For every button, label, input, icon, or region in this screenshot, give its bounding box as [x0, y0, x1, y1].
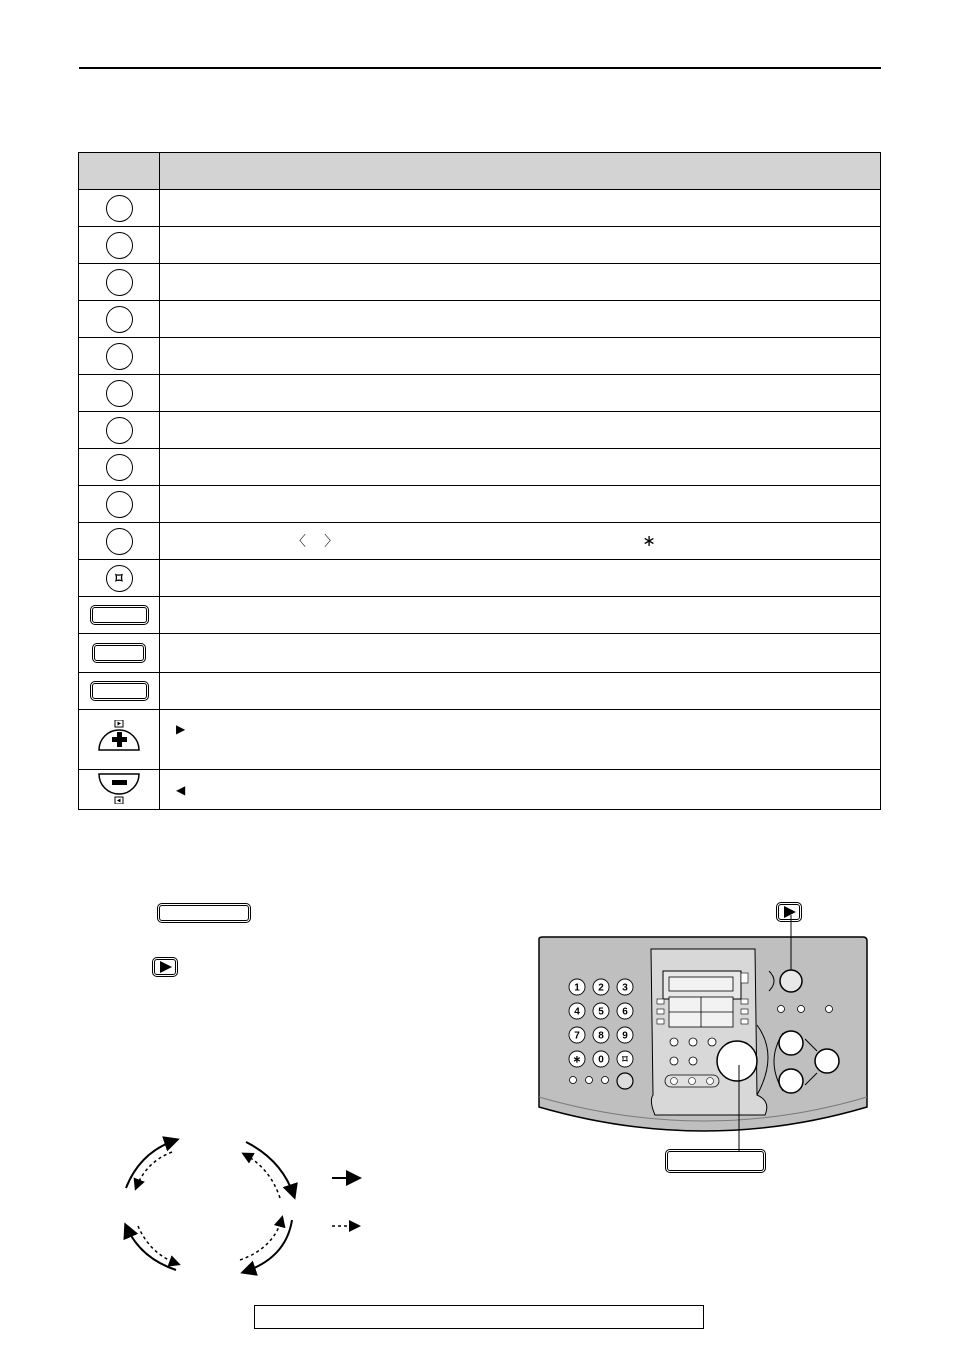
- keypad-key-label: 8: [598, 1030, 604, 1042]
- arrow-dashed: [244, 1154, 280, 1198]
- table-row: [79, 710, 881, 770]
- bracket-open-glyph: 〈: [292, 533, 306, 549]
- table-row: [79, 412, 881, 449]
- keypad-key-label: ∗: [572, 1054, 582, 1066]
- keypad-key-label: 6: [622, 1006, 628, 1018]
- table-row: [79, 560, 881, 597]
- row-description: [160, 634, 881, 673]
- row-description: [160, 301, 881, 338]
- star-glyph: ∗: [642, 533, 656, 550]
- long-key-icon: [94, 645, 144, 661]
- arrow-dashed: [136, 1152, 172, 1188]
- arrow-dashed: [138, 1226, 178, 1264]
- table-header-row: [79, 153, 881, 190]
- play-arrow-glyph: ▶: [176, 722, 186, 736]
- lower-left-buttons: [570, 1077, 609, 1084]
- start-key: [617, 1073, 633, 1089]
- row-description: [160, 449, 881, 486]
- row-description: [160, 560, 881, 597]
- row-description: [160, 412, 881, 449]
- round-key-icon: [106, 195, 133, 222]
- round-key-icon: [106, 232, 133, 259]
- top-rule: [79, 67, 881, 69]
- row-description: [160, 338, 881, 375]
- keypad-key-label: 0: [598, 1054, 604, 1066]
- table-row: [79, 770, 881, 810]
- back-arrow-glyph: ◀: [176, 783, 186, 797]
- play-button-on-panel: [780, 970, 802, 992]
- keypad-key-label: 2: [598, 982, 604, 994]
- keypad-key-label: 5: [598, 1006, 604, 1018]
- right-key-side: [815, 1049, 839, 1073]
- table-row: [79, 264, 881, 301]
- table-row: [79, 523, 881, 560]
- round-key-icon: [106, 306, 133, 333]
- table-row: [79, 486, 881, 523]
- row-description: [160, 770, 881, 810]
- row-description: [160, 523, 881, 560]
- right-key-top: [779, 1031, 803, 1055]
- row-description: [160, 190, 881, 227]
- header-description-cell: [160, 153, 881, 190]
- arrow-solid: [126, 1226, 176, 1270]
- header-keys-cell: [79, 153, 160, 190]
- key-description-table: [78, 152, 881, 810]
- round-key-icon: [106, 491, 133, 518]
- footer-box: [254, 1305, 704, 1329]
- round-key-icon: [106, 343, 133, 370]
- round-key-icon: [106, 454, 133, 481]
- row-description: [160, 597, 881, 634]
- hash-key-icon: ⌑: [106, 565, 133, 592]
- plus-key-icon: [97, 720, 141, 754]
- round-key-icon: [106, 528, 133, 555]
- round-key-icon: [106, 380, 133, 407]
- table-row: [79, 449, 881, 486]
- table-row: [79, 227, 881, 264]
- table-row: [79, 375, 881, 412]
- table-row: [79, 338, 881, 375]
- round-key-icon: [106, 417, 133, 444]
- play-key-icon: [154, 959, 176, 975]
- row-description: [160, 227, 881, 264]
- row-description: [160, 673, 881, 710]
- bracket-close-glyph: 〉: [324, 533, 339, 549]
- round-key-icon: [106, 269, 133, 296]
- long-key-icon: [92, 607, 147, 623]
- table-row: [79, 673, 881, 710]
- keypad-key-label: 1: [574, 982, 580, 994]
- navigator-callout-label: [667, 1151, 764, 1171]
- menu-key-label: [159, 905, 249, 921]
- display-screen: [669, 977, 733, 991]
- keypad-key-label: 4: [574, 1006, 580, 1018]
- long-key-icon: [92, 683, 147, 699]
- row-description: [160, 375, 881, 412]
- minus-key-icon: [97, 770, 141, 804]
- keypad-key-label: 9: [622, 1030, 628, 1042]
- arrow-solid: [244, 1220, 292, 1272]
- navigator-key: [717, 1041, 757, 1081]
- row-description: [160, 486, 881, 523]
- table-row: [79, 301, 881, 338]
- row-description: [160, 264, 881, 301]
- table-row: [79, 634, 881, 673]
- keypad-key-label: 7: [574, 1030, 580, 1042]
- table-row: [79, 597, 881, 634]
- fax-panel-illustration: [535, 915, 875, 1175]
- cycle-arrows-diagram: [110, 1130, 380, 1280]
- row-description: [160, 710, 881, 770]
- keypad-key-label: 3: [622, 982, 628, 994]
- table-row: [79, 190, 881, 227]
- keypad-key-label: ⌑: [622, 1054, 628, 1066]
- arrow-solid: [246, 1142, 294, 1196]
